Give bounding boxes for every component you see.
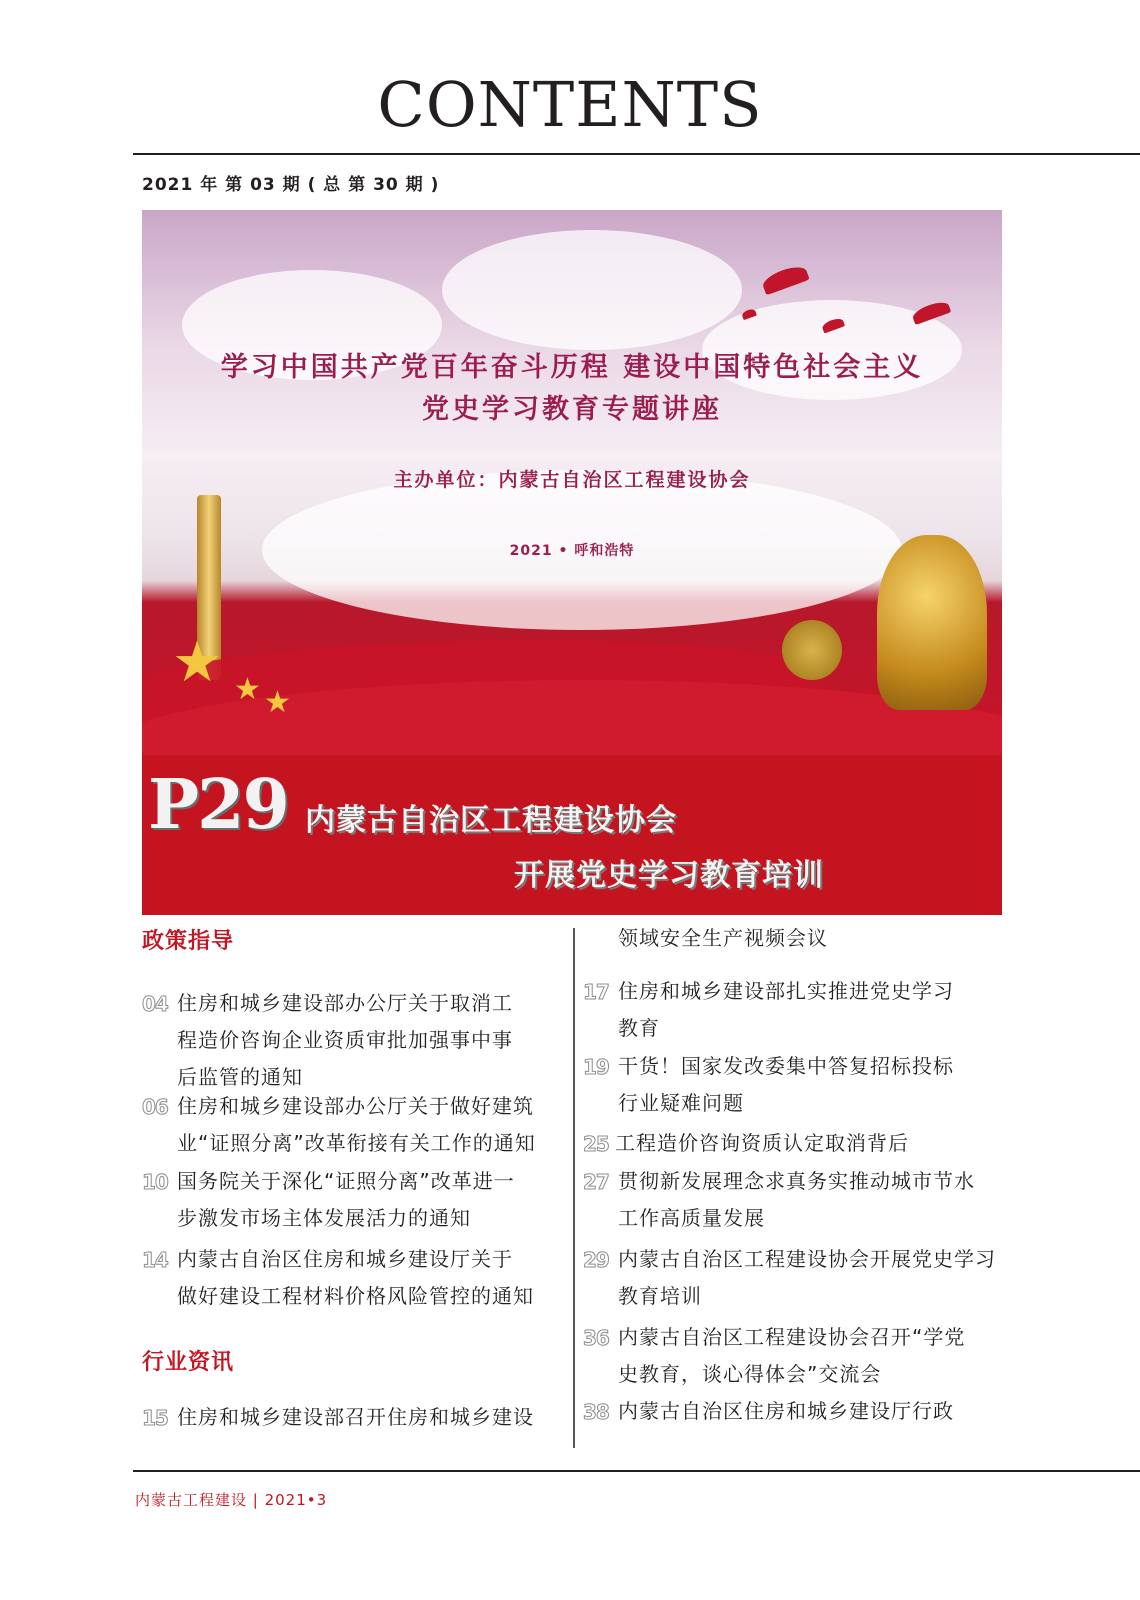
feature-title-line2: 开展党史学习教育培训 xyxy=(514,858,824,893)
top-rule xyxy=(133,153,1140,155)
toc-page-number: 38 xyxy=(583,1400,609,1424)
hero-organizer: 主办单位：内蒙古自治区工程建设协会 xyxy=(393,469,751,491)
toc-title-line: 史教育，谈心得体会”交流会 xyxy=(618,1362,882,1386)
toc-entry[interactable] xyxy=(583,978,1003,1053)
toc-page-number: 25 xyxy=(583,1132,609,1156)
bird-icon xyxy=(760,263,809,296)
toc-page-number: 10 xyxy=(142,1170,168,1194)
issue-number: 2021 年 第 03 期 ( 总 第 30 期 ) xyxy=(142,175,440,195)
hero-title-line1: 学习中国共产党百年奋斗历程 建设中国特色社会主义 xyxy=(220,352,924,383)
toc-title-line: 步激发市场主体发展活力的通知 xyxy=(177,1206,471,1230)
toc-page-number: 14 xyxy=(142,1248,168,1272)
toc-title-line: 住房和城乡建设部扎实推进党史学习 xyxy=(618,979,954,1003)
toc-entry[interactable] xyxy=(583,1130,1003,1166)
star-icon: ★ xyxy=(264,685,291,720)
toc-entry-continued[interactable] xyxy=(583,925,1003,961)
column-divider xyxy=(573,928,575,1448)
star-icon: ★ xyxy=(234,672,261,707)
toc-title-line: 后监管的通知 xyxy=(177,1065,303,1089)
toc-page-number: 36 xyxy=(583,1326,609,1350)
footer-publication: 内蒙古工程建设 | 2021•3 xyxy=(135,1491,328,1509)
hero-title-line2: 党史学习教育专题讲座 xyxy=(422,394,722,425)
feature-title-line1: 内蒙古自治区工程建设协会 xyxy=(305,803,677,838)
toc-title-line: 做好建设工程材料价格风险管控的通知 xyxy=(177,1284,534,1308)
toc-title-line: 内蒙古自治区工程建设协会开展党史学习 xyxy=(618,1247,996,1271)
toc-page-number: 27 xyxy=(583,1170,609,1194)
toc-page-number: 29 xyxy=(583,1248,609,1272)
toc-page-number: 06 xyxy=(142,1095,168,1119)
section-title-industry: 行业资讯 xyxy=(142,1350,235,1375)
toc-title-line: 贯彻新发展理念求真务实推动城市节水 xyxy=(618,1169,975,1193)
toc-title-line: 程造价咨询企业资质审批加强事中事 xyxy=(177,1028,513,1052)
toc-page-number: 15 xyxy=(142,1406,168,1430)
toc-title-line: 内蒙古自治区住房和城乡建设厅行政 xyxy=(618,1399,954,1423)
toc-title-line: 业“证照分离”改革衔接有关工作的通知 xyxy=(177,1131,536,1155)
toc-title-line: 住房和城乡建设部办公厅关于取消工 xyxy=(177,991,513,1015)
toc-page-number: 17 xyxy=(583,980,609,1004)
cover-image xyxy=(142,210,1002,755)
toc-entry[interactable] xyxy=(583,1053,1003,1128)
star-icon: ★ xyxy=(172,630,223,695)
bottom-rule xyxy=(133,1470,1140,1472)
toc-title-line: 住房和城乡建设部办公厅关于做好建筑 xyxy=(177,1094,534,1118)
toc-title-line: 教育 xyxy=(618,1016,660,1040)
toc-entry[interactable] xyxy=(142,1093,562,1168)
stone-lion-icon xyxy=(877,535,987,710)
masthead-title: CONTENTS xyxy=(377,68,763,141)
toc-title-line: 内蒙古自治区住房和城乡建设厅关于 xyxy=(177,1247,513,1271)
toc-entry[interactable] xyxy=(142,1404,562,1440)
toc-page-number: 04 xyxy=(142,992,168,1016)
party-emblem-icon xyxy=(782,620,842,680)
feature-banner xyxy=(142,755,1002,915)
toc-title-line: 国务院关于深化“证照分离”改革进一 xyxy=(177,1169,515,1193)
toc-title-line: 内蒙古自治区工程建设协会召开“学党 xyxy=(618,1325,966,1349)
toc-title-line: 住房和城乡建设部召开住房和城乡建设 xyxy=(177,1405,534,1429)
toc-entry[interactable] xyxy=(142,1246,562,1321)
toc-entry[interactable] xyxy=(142,990,562,1100)
toc-page-number: 19 xyxy=(583,1055,609,1079)
toc-title-line: 领域安全生产视频会议 xyxy=(618,926,828,950)
section-title-policy: 政策指导 xyxy=(142,929,235,954)
toc-title-line: 工作高质量发展 xyxy=(618,1206,765,1230)
toc-entry[interactable] xyxy=(583,1246,1003,1321)
toc-entry[interactable] xyxy=(142,1168,562,1243)
hero-date-place: 2021 • 呼和浩特 xyxy=(509,543,635,559)
toc-entry[interactable] xyxy=(583,1168,1003,1243)
toc-title-line: 工程造价咨询资质认定取消背后 xyxy=(615,1131,909,1155)
toc-title-line: 干货！国家发改委集中答复招标投标 xyxy=(618,1054,954,1078)
toc-entry[interactable] xyxy=(583,1324,1003,1399)
toc-title-line: 行业疑难问题 xyxy=(618,1091,744,1115)
toc-title-line: 教育培训 xyxy=(618,1284,702,1308)
toc-entry[interactable] xyxy=(583,1398,1003,1434)
feature-page-number: P29 xyxy=(148,765,288,845)
